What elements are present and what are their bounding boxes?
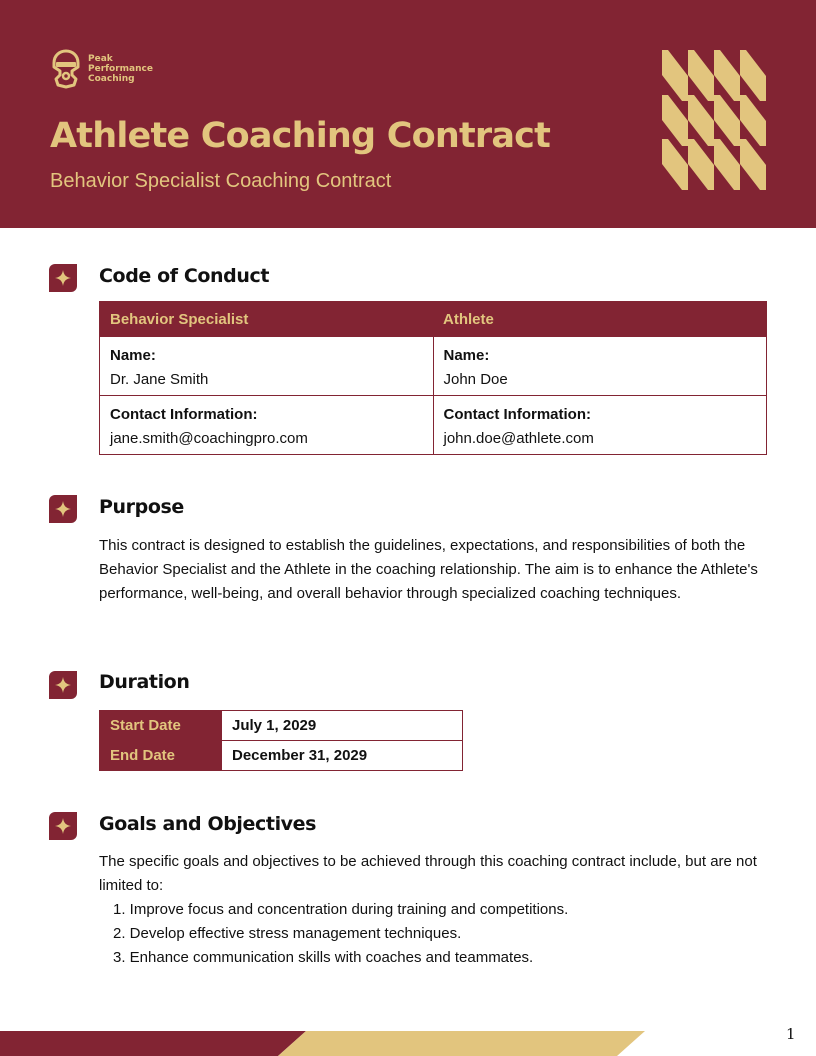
start-date-value: July 1, 2029: [222, 711, 463, 741]
duration-table: [99, 710, 463, 771]
cell-label: Name:: [443, 347, 490, 364]
column-header-athlete: Athlete: [433, 302, 767, 337]
logo-line-1: Peak: [88, 54, 113, 64]
list-item: 2. Develop effective stress management techniques.: [113, 925, 462, 942]
conduct-table: [99, 301, 767, 455]
cell-label: Contact Information:: [110, 406, 258, 423]
goals-block: [99, 850, 769, 970]
specialist-name: Dr. Jane Smith: [110, 371, 209, 388]
end-date-label: End Date: [100, 741, 222, 771]
helmet-mask-icon: [50, 49, 82, 89]
athlete-email: john.doe@athlete.com: [443, 430, 594, 447]
athlete-name: John Doe: [443, 371, 508, 388]
table-row: [100, 396, 767, 455]
logo-line-3: Coaching: [88, 74, 135, 84]
specialist-email: jane.smith@coachingpro.com: [110, 430, 308, 447]
company-logo: [50, 49, 153, 89]
goals-list: [99, 898, 769, 970]
section-title-goals: Goals and Objectives: [99, 813, 317, 835]
start-date-label: Start Date: [100, 711, 222, 741]
cell-label: Contact Information:: [443, 406, 591, 423]
sparkle-icon: [49, 671, 77, 699]
athlete-contact-cell: [433, 396, 767, 455]
specialist-name-cell: [100, 337, 434, 396]
table-row: [100, 337, 767, 396]
page-subtitle: Behavior Specialist Coaching Contract: [50, 170, 392, 192]
page-title: Athlete Coaching Contract: [50, 116, 551, 156]
list-item: 3. Enhance communication skills with coaches and teammates.: [113, 949, 534, 966]
logo-text: [88, 54, 153, 84]
athlete-name-cell: [433, 337, 767, 396]
specialist-contact-cell: [100, 396, 434, 455]
page-number: 1: [786, 1025, 796, 1043]
goals-intro: The specific goals and objectives to be achieved through this coaching contract include, but are not limited to:: [99, 853, 757, 894]
table-row: [100, 711, 463, 741]
section-title-conduct: Code of Conduct: [99, 265, 270, 287]
sparkle-icon: [49, 495, 77, 523]
column-header-specialist: Behavior Specialist: [100, 302, 434, 337]
purpose-text: This contract is designed to establish the guidelines, expectations, and responsibilities of both the Behavior Specialist and the Athlete in the coaching relationship. The aim is to enhance the Athlete's performance, well-being, and overall behavior through specialized coaching techniques.: [99, 537, 758, 602]
cell-label: Name:: [110, 347, 156, 364]
header-banner: [0, 0, 816, 228]
section-title-purpose: Purpose: [99, 496, 184, 518]
diagonal-stripes-pattern: [656, 44, 774, 194]
end-date-value: December 31, 2029: [222, 741, 463, 771]
list-item: 1. Improve focus and concentration during training and competitions.: [113, 901, 569, 918]
section-title-duration: Duration: [99, 671, 190, 693]
sparkle-icon: [49, 264, 77, 292]
table-row: [100, 741, 463, 771]
footer-decoration: [0, 1031, 650, 1056]
sparkle-icon: [49, 812, 77, 840]
logo-line-2: Performance: [88, 64, 153, 74]
